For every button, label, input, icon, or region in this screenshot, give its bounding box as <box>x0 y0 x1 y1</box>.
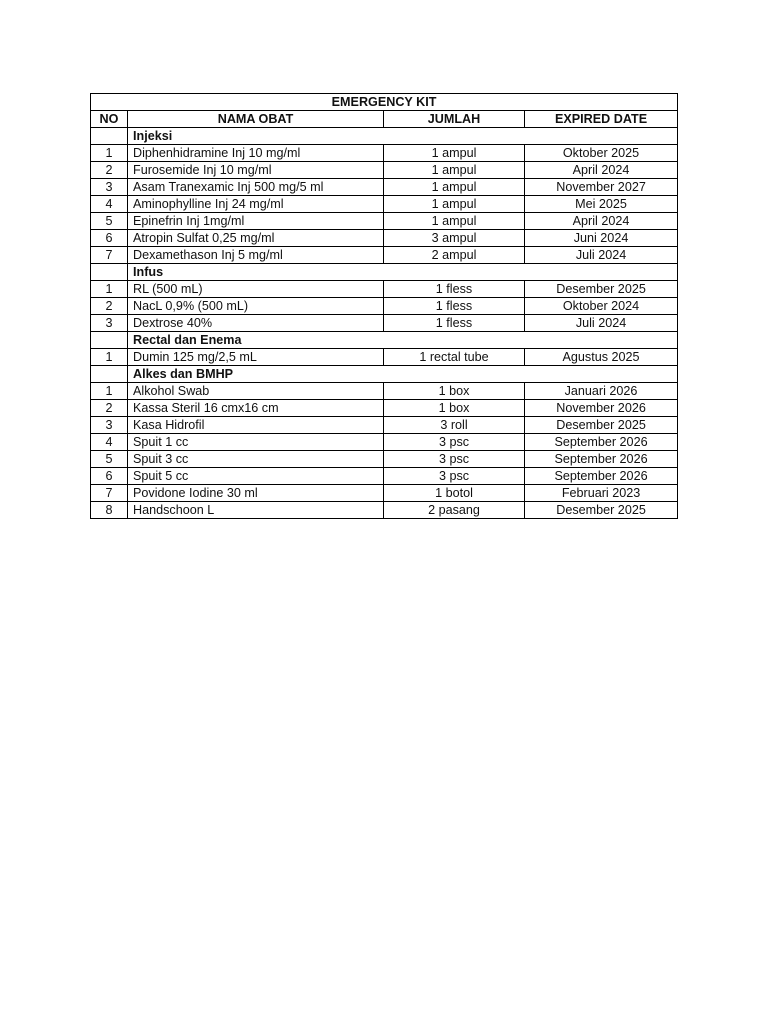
item-number: 2 <box>91 298 128 315</box>
section-row <box>91 264 678 281</box>
item-quantity: 1 ampul <box>384 179 525 196</box>
table-row <box>91 298 678 315</box>
item-name: Epinefrin Inj 1mg/ml <box>128 213 384 230</box>
item-name: Kasa Hidrofil <box>128 417 384 434</box>
item-number: 3 <box>91 417 128 434</box>
item-expired-date: April 2024 <box>525 162 678 179</box>
header-nama-obat: NAMA OBAT <box>128 111 384 128</box>
item-expired-date: Juli 2024 <box>525 247 678 264</box>
item-number: 3 <box>91 315 128 332</box>
item-quantity: 3 psc <box>384 468 525 485</box>
table-body <box>91 128 678 519</box>
table-header-row <box>91 111 678 128</box>
item-name: Dumin 125 mg/2,5 mL <box>128 349 384 366</box>
item-quantity: 1 ampul <box>384 213 525 230</box>
item-quantity: 1 box <box>384 383 525 400</box>
table-row <box>91 485 678 502</box>
section-row <box>91 128 678 145</box>
item-expired-date: Februari 2023 <box>525 485 678 502</box>
table-row <box>91 145 678 162</box>
item-quantity: 2 ampul <box>384 247 525 264</box>
table-row <box>91 196 678 213</box>
item-quantity: 1 ampul <box>384 145 525 162</box>
item-expired-date: Desember 2025 <box>525 281 678 298</box>
item-quantity: 1 ampul <box>384 162 525 179</box>
item-number: 5 <box>91 213 128 230</box>
table-row <box>91 383 678 400</box>
section-row <box>91 332 678 349</box>
item-number: 7 <box>91 247 128 264</box>
table-row <box>91 349 678 366</box>
table-row <box>91 179 678 196</box>
section-label: Infus <box>128 264 678 281</box>
table-row <box>91 213 678 230</box>
item-name: NacL 0,9% (500 mL) <box>128 298 384 315</box>
section-label: Injeksi <box>128 128 678 145</box>
table-row <box>91 468 678 485</box>
section-spacer <box>91 366 128 383</box>
table-row <box>91 434 678 451</box>
item-expired-date: Agustus 2025 <box>525 349 678 366</box>
item-quantity: 3 ampul <box>384 230 525 247</box>
item-expired-date: September 2026 <box>525 434 678 451</box>
section-row <box>91 366 678 383</box>
item-number: 1 <box>91 281 128 298</box>
header-jumlah: JUMLAH <box>384 111 525 128</box>
item-name: Asam Tranexamic Inj 500 mg/5 ml <box>128 179 384 196</box>
section-spacer <box>91 128 128 145</box>
item-expired-date: Desember 2025 <box>525 502 678 519</box>
table-title-row <box>91 94 678 111</box>
item-expired-date: Juli 2024 <box>525 315 678 332</box>
item-name: Spuit 5 cc <box>128 468 384 485</box>
table-row <box>91 417 678 434</box>
item-expired-date: Januari 2026 <box>525 383 678 400</box>
item-name: Diphenhidramine Inj 10 mg/ml <box>128 145 384 162</box>
item-number: 5 <box>91 451 128 468</box>
item-quantity: 1 fless <box>384 281 525 298</box>
item-name: Spuit 1 cc <box>128 434 384 451</box>
item-quantity: 1 ampul <box>384 196 525 213</box>
item-number: 1 <box>91 349 128 366</box>
item-expired-date: April 2024 <box>525 213 678 230</box>
table-title: EMERGENCY KIT <box>91 94 678 111</box>
item-quantity: 1 rectal tube <box>384 349 525 366</box>
item-number: 6 <box>91 230 128 247</box>
item-name: Atropin Sulfat 0,25 mg/ml <box>128 230 384 247</box>
section-spacer <box>91 332 128 349</box>
item-expired-date: Mei 2025 <box>525 196 678 213</box>
item-number: 7 <box>91 485 128 502</box>
item-quantity: 1 fless <box>384 315 525 332</box>
header-expired-date: EXPIRED DATE <box>525 111 678 128</box>
item-number: 2 <box>91 162 128 179</box>
item-number: 6 <box>91 468 128 485</box>
item-quantity: 3 psc <box>384 451 525 468</box>
item-number: 2 <box>91 400 128 417</box>
item-expired-date: Desember 2025 <box>525 417 678 434</box>
item-number: 4 <box>91 434 128 451</box>
item-number: 8 <box>91 502 128 519</box>
table-row <box>91 502 678 519</box>
item-quantity: 2 pasang <box>384 502 525 519</box>
table-row <box>91 162 678 179</box>
item-name: Furosemide Inj 10 mg/ml <box>128 162 384 179</box>
section-label: Rectal dan Enema <box>128 332 678 349</box>
item-quantity: 1 box <box>384 400 525 417</box>
item-expired-date: Juni 2024 <box>525 230 678 247</box>
header-no: NO <box>91 111 128 128</box>
emergency-kit-table <box>90 93 678 519</box>
table-row <box>91 230 678 247</box>
item-expired-date: Oktober 2025 <box>525 145 678 162</box>
item-quantity: 3 roll <box>384 417 525 434</box>
item-quantity: 1 fless <box>384 298 525 315</box>
item-quantity: 1 botol <box>384 485 525 502</box>
item-name: Kassa Steril 16 cmx16 cm <box>128 400 384 417</box>
item-number: 4 <box>91 196 128 213</box>
item-expired-date: November 2027 <box>525 179 678 196</box>
item-expired-date: November 2026 <box>525 400 678 417</box>
item-quantity: 3 psc <box>384 434 525 451</box>
item-name: Povidone Iodine 30 ml <box>128 485 384 502</box>
item-name: Alkohol Swab <box>128 383 384 400</box>
table-row <box>91 400 678 417</box>
table-row <box>91 247 678 264</box>
item-number: 1 <box>91 383 128 400</box>
table-row <box>91 281 678 298</box>
item-expired-date: September 2026 <box>525 468 678 485</box>
item-name: RL (500 mL) <box>128 281 384 298</box>
table-row <box>91 315 678 332</box>
item-name: Aminophylline Inj 24 mg/ml <box>128 196 384 213</box>
item-name: Handschoon L <box>128 502 384 519</box>
table-row <box>91 451 678 468</box>
item-number: 1 <box>91 145 128 162</box>
item-expired-date: September 2026 <box>525 451 678 468</box>
item-name: Dextrose 40% <box>128 315 384 332</box>
item-expired-date: Oktober 2024 <box>525 298 678 315</box>
section-label: Alkes dan BMHP <box>128 366 678 383</box>
item-number: 3 <box>91 179 128 196</box>
item-name: Spuit 3 cc <box>128 451 384 468</box>
section-spacer <box>91 264 128 281</box>
item-name: Dexamethason Inj 5 mg/ml <box>128 247 384 264</box>
